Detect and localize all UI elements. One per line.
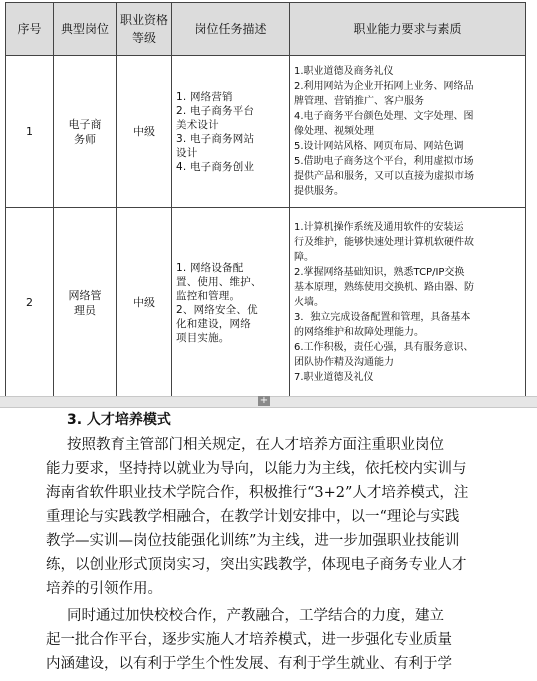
requirement-line: 2.利用网站为企业开拓网上业务、网络品 xyxy=(294,81,474,92)
row-level: 中级 xyxy=(117,56,172,208)
paragraph-line: 起一批合作平台，逐步实施人才培养模式，进一步强化专业质量 xyxy=(46,632,452,648)
paragraph-line: 练，以创业形式顶岗实习，突出实践教学，体现电子商务专业人才 xyxy=(46,557,467,573)
requirement-line: 2.掌握网络基础知识，熟悉TCP/IP交换 xyxy=(294,267,465,278)
section-heading: 3. 人才培养模式 xyxy=(67,412,171,428)
row-requirements xyxy=(290,208,526,398)
requirement-line: 行及维护，能够快速处理计算机软硬件故 xyxy=(294,237,474,248)
row-position xyxy=(54,208,117,398)
page-break-handle[interactable]: + xyxy=(259,395,269,406)
paragraph-line: 同时通过加快校校合作，产教融合，工学结合的力度，建立 xyxy=(67,608,444,624)
requirement-line: 4.电子商务平台颜色处理、文字处理、图 xyxy=(294,111,474,122)
header-requirements: 职业能力要求与素质 xyxy=(290,3,526,56)
header-position: 典型岗位 xyxy=(54,3,117,56)
task-line: 4. 电子商务创业 xyxy=(176,160,255,173)
row-position xyxy=(54,56,117,208)
row-position-line: 电子商 xyxy=(68,117,102,131)
requirement-line: 提供产品和服务，又可以直接为虚拟市场 xyxy=(294,171,474,182)
header-tasks: 岗位任务描述 xyxy=(172,3,290,56)
requirement-line: 障。 xyxy=(294,252,314,263)
row-position-line: 网络管 xyxy=(68,288,102,302)
table-row xyxy=(6,208,526,398)
requirement-line: 3．独立完成设备配置和管理，具备基本 xyxy=(294,312,471,323)
row-position-line: 务师 xyxy=(74,132,96,146)
header-qualification-line: 等级 xyxy=(131,31,156,45)
task-line: 项目实施。 xyxy=(176,331,230,344)
task-line: 化和建设，网络 xyxy=(176,317,251,330)
requirement-line: 1.计算机操作系统及通用软件的安装运 xyxy=(294,222,464,233)
header-index: 序号 xyxy=(6,3,54,56)
section-body xyxy=(46,407,521,676)
requirement-line: 提供服务。 xyxy=(294,186,344,197)
requirement-line: 5.借助电子商务这个平台，利用虚拟市场 xyxy=(294,156,474,167)
task-line: 1. 网络设备配 xyxy=(176,261,244,274)
paragraph xyxy=(46,604,521,676)
row-tasks xyxy=(172,208,290,398)
paragraph-line: 重理论与实践教学相融合，在教学计划安排中，以一“理论与实践 xyxy=(46,509,460,525)
task-line: 3. 电子商务网站 xyxy=(176,132,255,145)
task-line: 美术设计 xyxy=(176,118,219,131)
requirement-line: 6.工作积极，责任心强，具有服务意识、 xyxy=(294,342,474,353)
task-line: 设计 xyxy=(176,146,198,159)
paragraph-line: 海南省软件职业技术学院合作，积极推行“3+2”人才培养模式，注 xyxy=(46,485,469,501)
task-line: 置、使用、维护、 xyxy=(176,275,262,288)
header-qualification-line: 职业资格 xyxy=(119,13,168,27)
row-position-line: 理员 xyxy=(74,303,96,317)
career-table xyxy=(5,2,526,398)
task-line: 2. 电子商务平台 xyxy=(176,104,255,117)
row-tasks xyxy=(172,56,290,208)
requirement-line: 像处理、视频处理 xyxy=(294,126,374,137)
requirement-line: 火墙。 xyxy=(294,297,324,308)
task-line: 监控和管理。 xyxy=(176,289,241,302)
table-row xyxy=(6,56,526,208)
table-header-row xyxy=(6,3,526,56)
row-index: 1 xyxy=(6,56,54,208)
row-index: 2 xyxy=(6,208,54,398)
row-level: 中级 xyxy=(117,208,172,398)
requirement-line: 5.设计网站风格、网页布局、网站色调 xyxy=(294,141,464,152)
paragraph xyxy=(46,433,521,601)
header-qualification xyxy=(117,3,172,56)
requirement-line: 的网络维护和故障处理能力。 xyxy=(294,327,424,338)
requirement-line: 牌管理、营销推广、客户服务 xyxy=(294,96,424,107)
requirement-line: 团队协作精及沟通能力 xyxy=(294,357,394,368)
paragraph-line: 按照教育主管部门相关规定，在人才培养方面注重职业岗位 xyxy=(67,437,444,453)
paragraph-line: 能力要求，坚持持以就业为导向，以能力为主线，依托校内实训与 xyxy=(46,461,467,477)
paragraph-line: 培养的引领作用。 xyxy=(46,581,162,597)
requirement-line: 7.职业道德及礼仪 xyxy=(294,372,374,383)
paragraph-line: 内涵建设，以有利于学生个性发展、有利于学生就业、有利于学 xyxy=(46,656,452,672)
requirement-line: 1.职业道德及商务礼仪 xyxy=(294,66,394,77)
requirement-line: 基本原理，熟练使用交换机、路由器、防 xyxy=(294,282,474,293)
row-requirements xyxy=(290,56,526,208)
task-line: 1. 网络营销 xyxy=(176,90,233,103)
paragraph-line: 教学—实训—岗位技能强化训练”为主线，进一步加强职业技能训 xyxy=(46,533,460,549)
task-line: 2、网络安全、优 xyxy=(176,303,258,316)
